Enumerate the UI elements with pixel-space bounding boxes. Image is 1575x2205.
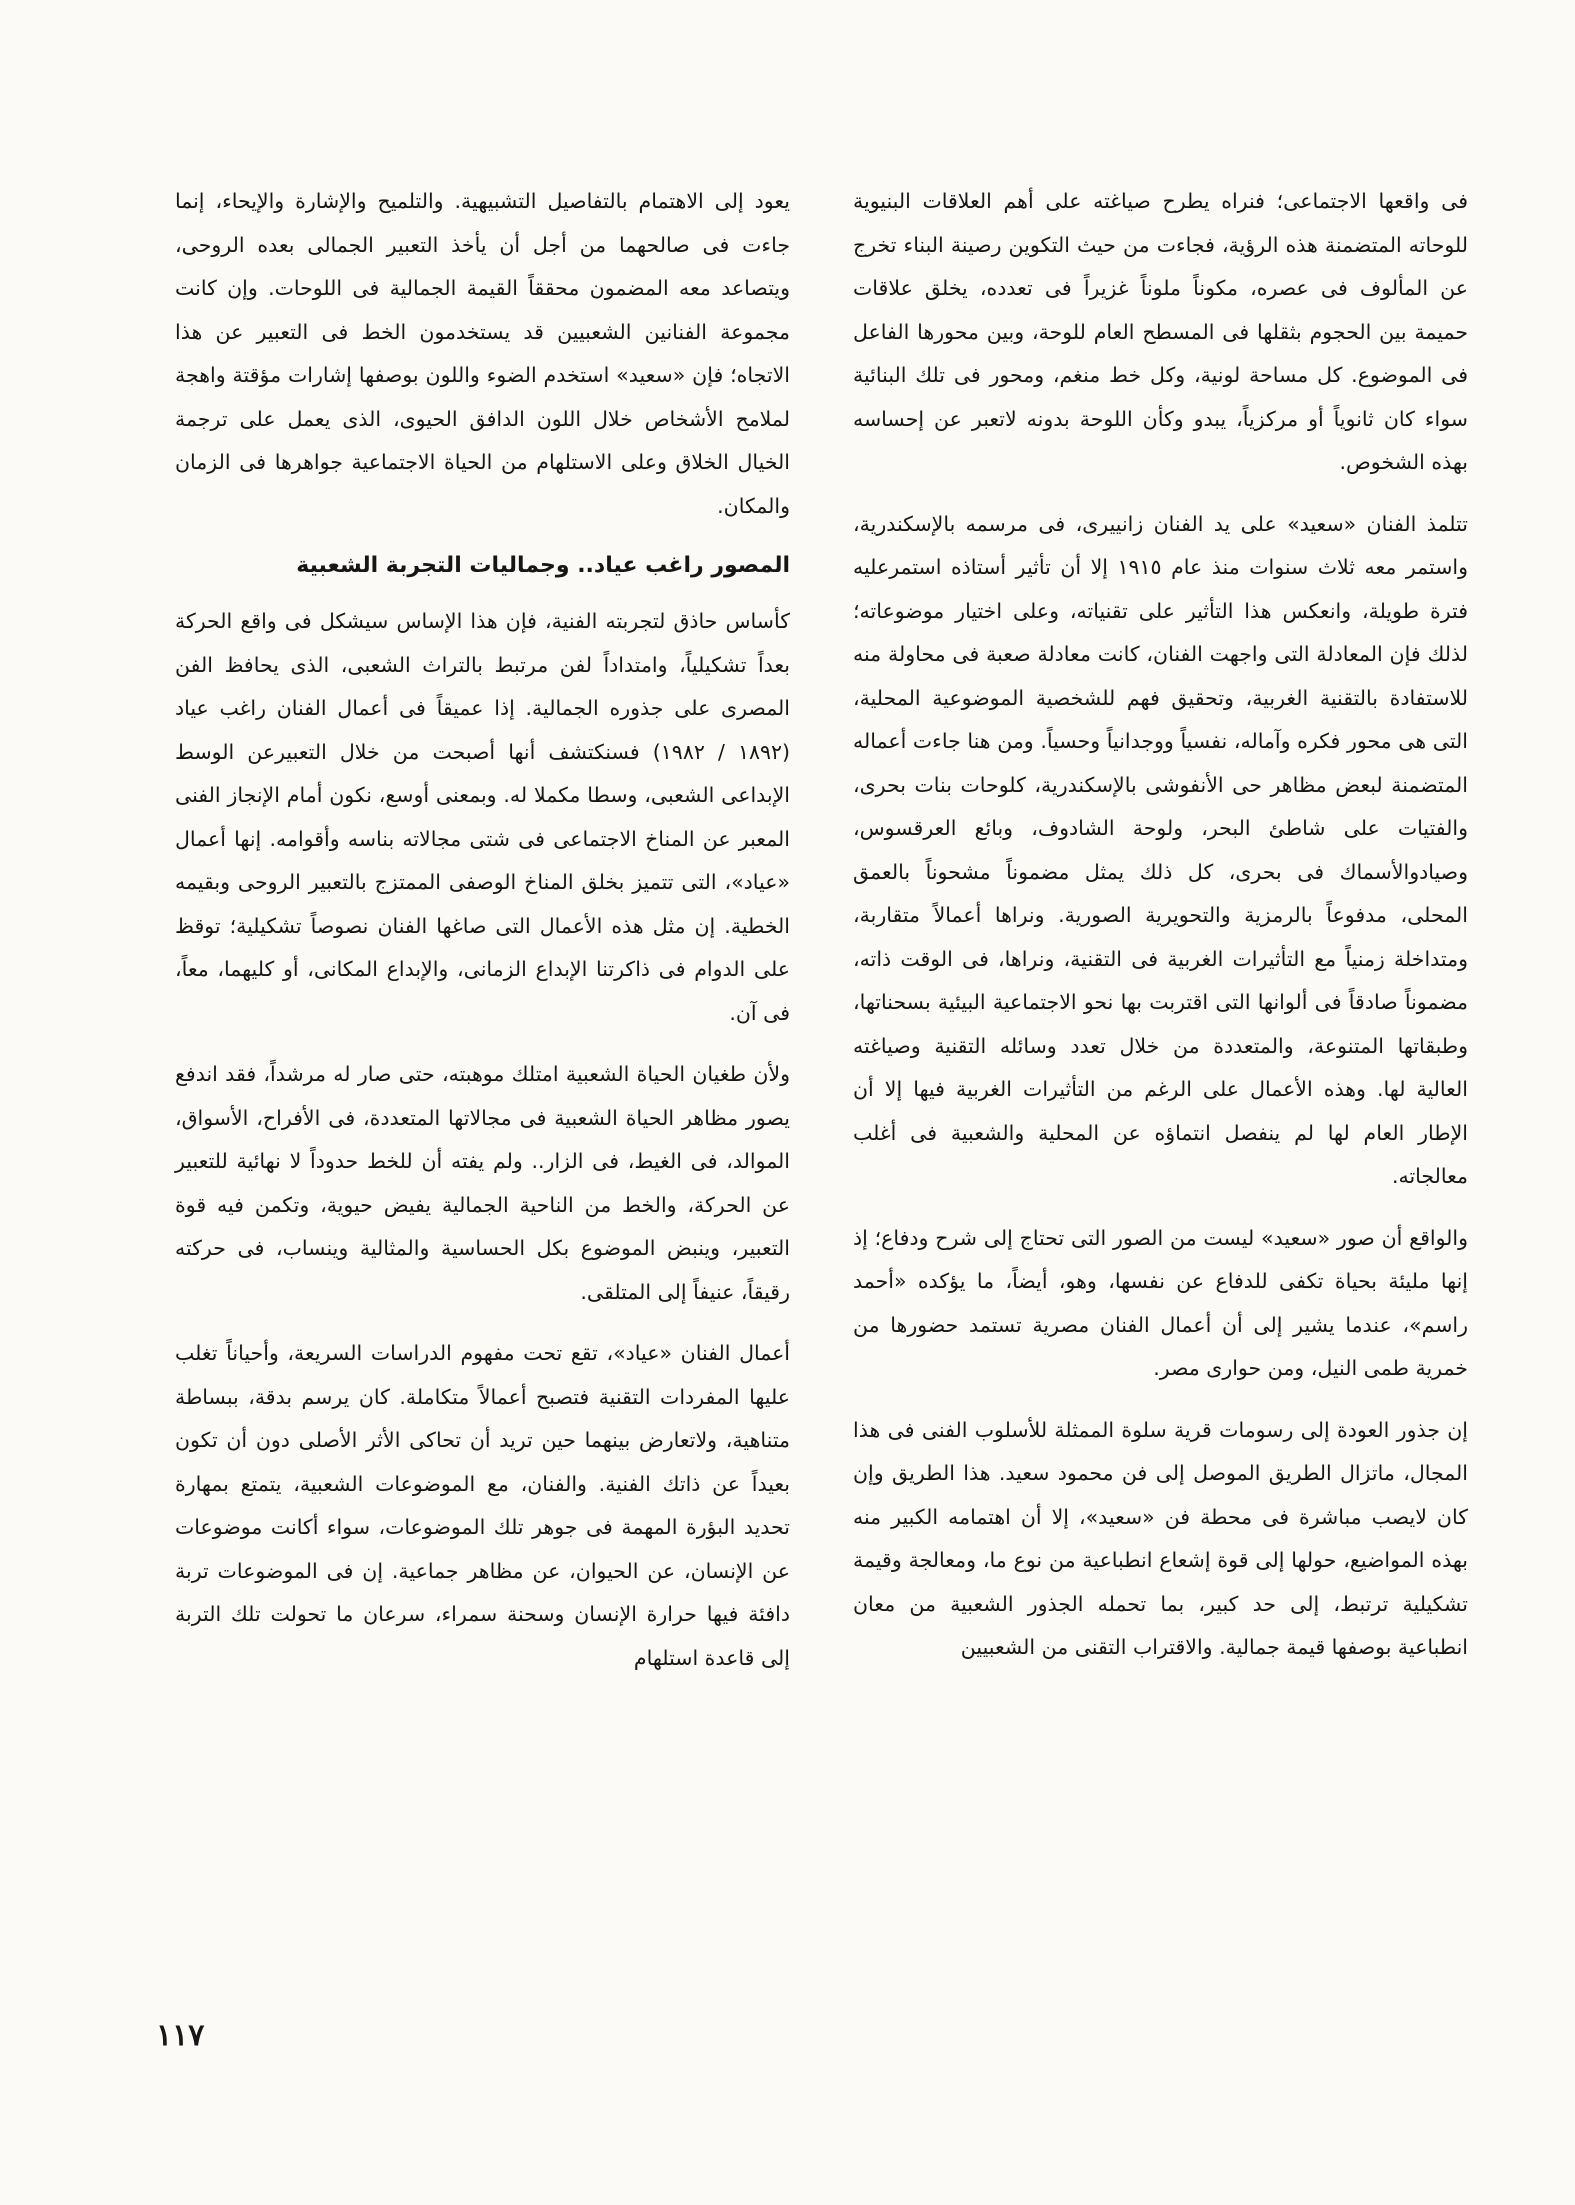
left-column bbox=[175, 180, 790, 1680]
section-heading: المصور راغب عياد.. وجماليات التجربة الشعبية bbox=[296, 553, 790, 578]
body-paragraph: ولأن طغيان الحياة الشعبية امتلك موهبته، حتى صار له مرشداً، فقد اندفع يصور مظاهر الحياة الشعبية فى مجالاتها المتعددة، فى الأفراح، الأسواق، الموالد، فى الغيط، فى الزار.. ولم يفته أن للخط حدوداً لا نهائية للتعبير عن الحركة، والخط من الناحية الجمالية يفيض حيوية، وتكمن فيه قوة التعبير، وينبض الموضوع بكل الحساسية والمثالية وينساب، فى حركته رقيقاً، عنيفاً إلى المتلقى. bbox=[175, 1062, 790, 1304]
body-paragraph: والواقع أن صور «سعيد» ليست من الصور التى تحتاج إلى شرح ودفاع؛ إذ إنها مليئة بحياة تكفى للدفاع عن نفسها، وهو، أيضاً، ما يؤكده «أحمد راسم»، عندما يشير إلى أن أعمال الفنان مصرية تستمد حضورها من خمرية طمى النيل، ومن حوارى مصر. bbox=[853, 1225, 1468, 1380]
body-paragraph: كأساس حاذق لتجربته الفنية، فإن هذا الإساس سيشكل فى واقع الحركة بعداً تشكيلياً، وامتداداً لفن مرتبط بالتراث الشعبى، الذى يحافظ الفن المصرى على جذوره الجمالية. إذا عميقاً فى أعمال الفنان راغب عياد (١٨٩٢ / ١٩٨٢) فسنكتشف أنها أصبحت من خلال التعبيرعن الوسط الإبداعى الشعبى، وسطا مكملا له. وبمعنى أوسع، نكون أمام الإنجاز الفنى المعبر عن المناخ الاجتماعى فى شتى مجالاته بناسه وأقوامه. إنها أعمال «عياد»، التى تتميز بخلق المناخ الوصفى الممتزج بالتعبير الروحى وبقيمه الخطية. إن مثل هذه الأعمال التى صاغها الفنان نصوصاً تشكيلية؛ توقظ على الدوام فى ذاكرتنا الإبداع الزمانى، والإبداع المكانى، أو كليهما، معاً، فى آن. bbox=[175, 609, 790, 1025]
body-paragraph: تتلمذ الفنان «سعيد» على يد الفنان زانييرى، فى مرسمه بالإسكندرية، واستمر معه ثلاث سنوات منذ عام ١٩١٥ إلا أن تأثير أستاذه استمرعليه فترة طويلة، وانعكس هذا التأثير على تقنياته، وعلى اختيار موضوعاته؛ لذلك فإن المعادلة التى واجهت الفنان، كانت معادلة صعبة فى محاولة منه للاستفادة بالتقنية الغربية، وتحقيق فهم للشخصية الموضوعية المحلية، التى هى محور فكره وآماله، نفسياً ووجدانياً وحسياً. ومن هنا جاءت أعماله المتضمنة لبعض مظاهر حى الأنفوشى بالإسكندرية، كلوحات بنات بحرى، والفتيات على شاطئ البحر، ولوحة الشادوف، وبائع العرقسوس، وصيادوالأسماك فى بحرى، كل ذلك يمثل مضموناً مشحوناً بالعمق المحلى، مدفوعاً بالرمزية والتحويرية الصورية. ونراها أعمالاً متقاربة، ومتداخلة زمنياً مع التأثيرات الغربية فى التقنية، ونراها، فى الوقت ذاته، مضموناً صادقاً فى ألوانها التى اقتربت بها نحو الاجتماعية البيئية بسحناتها، وطبقاتها المتنوعة، والمتعددة من خلال تعدد وسائله التقنية وصياغته العالية لها. وهذه الأعمال على الرغم من التأثيرات الغربية فيها إلا أن الإطار العام لها لم ينفصل انتماؤه عن المحلية والشعبية فى أغلب معالجاته. bbox=[853, 511, 1468, 1188]
body-paragraph: إن جذور العودة إلى رسومات قرية سلوة الممثلة للأسلوب الفنى فى هذا المجال، ماتزال الطريق الموصل إلى فن محمود سعيد. هذا الطريق وإن كان لايصب مباشرة فى محطة فن «سعيد»، إلا أن اهتمامه الكبير منه بهذه المواضيع، حولها إلى قوة إشعاع انطباعية من نوع ما، ومعالجة وقيمة تشكيلية ترتبط، إلى حد كبير، بما تحمله الجذور الشعبية من معان انطباعية بوصفها قيمة جمالية. والاقتراب التقنى من الشعبيين bbox=[853, 1417, 1468, 1659]
body-paragraph: فى واقعها الاجتماعى؛ فنراه يطرح صياغته على أهم العلاقات البنيوية للوحاته المتضمنة هذه الرؤية، فجاءت من حيث التكوين رصينة البناء تخرج عن المألوف فى عصره، مكوناً ملوناً غزيراً فى تعدده، يخلق علاقات حميمة بين الحجوم بثقلها فى المسطح العام للوحة، وبين محورها الفاعل فى الموضوع. كل مساحة لونية، وكل خط منغم، ومحور فى تلك البنائية سواء كان ثانوياً أو مركزياً، يبدو وكأن اللوحة بدونه لاتعبر عن إحساسه بهذه الشخوص. bbox=[853, 189, 1468, 474]
body-paragraph: يعود إلى الاهتمام بالتفاصيل التشبيهية. والتلميح والإشارة والإيحاء، إنما جاءت فى صالحهما من أجل أن يأخذ التعبير الجمالى بعده الروحى، ويتصاعد معه المضمون محققاً القيمة الجمالية فى اللوحات. وإن كانت مجموعة الفنانين الشعبيين قد يستخدمون الخط فى التعبير عن هذا الاتجاه؛ فإن «سعيد» استخدم الضوء واللون بوصفها إشارات مؤقتة واهجة لملامح الأشخاص خلال اللون الدافق الحيوى، الذى يعمل على ترجمة الخيال الخلاق وعلى الاستلهام من الحياة الاجتماعية جواهرها فى الزمان والمكان. bbox=[175, 189, 790, 518]
right-column bbox=[853, 180, 1468, 1670]
body-paragraph: أعمال الفنان «عياد»، تقع تحت مفهوم الدراسات السريعة، وأحياناً تغلب عليها المفردات التقنية فتصبح أعمالاً متكاملة. كان يرسم بدقة، ببساطة متناهية، ولاتعارض بينهما حين تريد أن تحاكى الأثر الأصلى دون أن تكون بعيداً عن ذاتك الفنية. والفنان، مع الموضوعات الشعبية، يتمتع بمهارة تحديد البؤرة المهمة فى جوهر تلك الموضوعات، سواء أكانت موضوعات عن الإنسان، عن الحيوان، عن مظاهر جماعية. إن فى الموضوعات تربة دافئة فيها حرارة الإنسان وسحنة سمراء، سرعان ما تحولت تلك التربة إلى قاعدة استلهام bbox=[175, 1341, 790, 1670]
page-number: ١١٧ bbox=[156, 2018, 205, 2053]
